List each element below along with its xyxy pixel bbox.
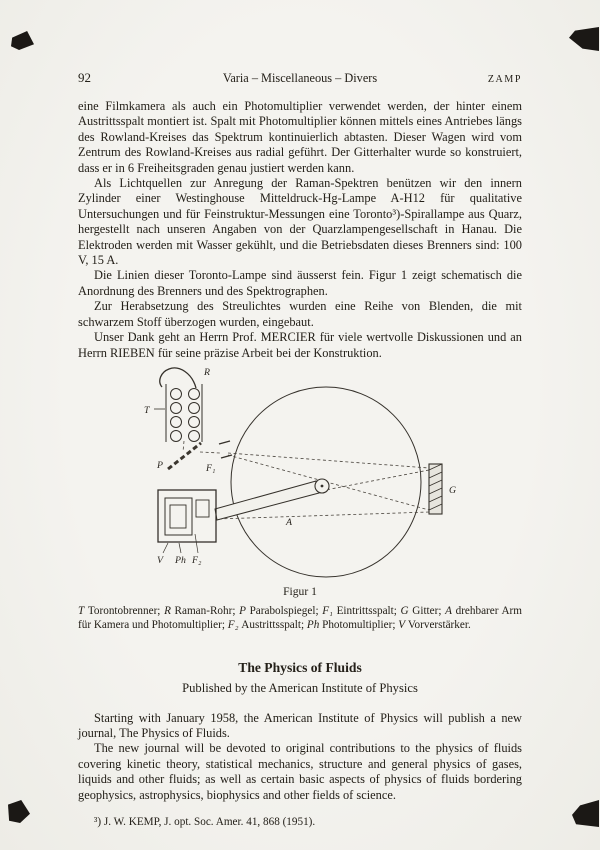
label-photomultiplier: Ph xyxy=(175,554,186,566)
footnote-kemp-reference: ³) J. W. KEMP, J. opt. Soc. Amer. 41, 868 (1951). xyxy=(94,815,316,828)
toronto-burner xyxy=(166,384,202,442)
arm-pivot xyxy=(315,479,329,493)
paragraph-acknowledgements: Unser Dank geht an Herrn Prof. MERCIER für viele wertvolle Diskussionen und an Herrn RIEBEN für seine präzise Arbeit bei der Konstruktion. xyxy=(78,330,522,360)
scan-artifact-bottom-left xyxy=(8,800,30,823)
journal-abbreviation: ZAMP xyxy=(487,74,522,85)
raman-tube xyxy=(160,368,196,388)
label-arm: A xyxy=(286,516,292,528)
paragraph-continuation: eine Filmkamera als auch ein Photomultiplier verwendet werden, der hinter einem Austrittsspalt montiert ist. Spalt mit Photomultiplier können mittels eines Antriebes längs des Rowland-Kreises das Spektrum kontinuierlich abtasten. Dieser Wagen wird vom Zentrum des Rowland-Kreises aus radial geführt. Der Gitterhalter wurde so konstruiert, dass er in 6 Freiheitsgraden genau justiert werden kann. xyxy=(78,99,522,175)
label-vorverstaerker: V xyxy=(157,554,163,566)
parabolic-mirror xyxy=(168,443,201,469)
paragraph-toronto-lines: Die Linien dieser Toronto-Lampe sind äusserst fein. Figur 1 zeigt schematisch die Anordnung des Brenners und des Spektrographen. xyxy=(78,268,522,298)
scan-artifact-top-left xyxy=(11,31,34,50)
announcement-paragraph-2: The new journal will be devoted to original contributions to the physics of fluids covering kinetic theory, statistical mechanics, structure and general physics of gases, liquids and other fluids; as well as certain basic aspects of physics of fluids bordering geophysics, astrophysics, biophysics and other fields of science. xyxy=(78,741,522,802)
running-title: Varia – Miscellaneous – Divers xyxy=(222,71,378,85)
entrance-slit xyxy=(219,441,232,458)
figure-legend: T Torontobrenner; R Raman-Rohr; P Parabolspiegel; F₁ Eintrittsspalt; G Gitter; A drehbarer Arm für Kamera und Photomultiplier; F₂ Austrittsspalt; Ph Photomultiplier; V Vorverstärker. xyxy=(78,604,522,631)
spectrograph-schematic xyxy=(78,364,522,582)
announcement-title: The Physics of Fluids xyxy=(238,659,362,675)
rotating-arm xyxy=(215,481,319,520)
label-raman-rohr: R xyxy=(204,366,210,378)
paragraph-light-sources: Als Lichtquellen zur Anregung der Raman-Spektren benützen wir den innern Zylinder einer Westinghouse Mitteldruck-Hg-Lampe A-H12 für qualitative Untersuchungen und für Feinstruktur-Messungen eine Toronto³)-Spirallampe aus Quarz, hergestellt nach unseren Angaben von der Quarzlampengesellschaft in Hanau. Die Elektroden werden mit Wasser gekühlt, und die Betriebsdaten dieses Brenners sind: 100 V, 15 A. xyxy=(78,176,522,268)
scan-artifact-top-right xyxy=(569,27,599,51)
page-number: 92 xyxy=(78,70,91,85)
figure-caption: Figur 1 xyxy=(283,584,317,598)
running-header xyxy=(78,70,522,86)
label-austrittsspalt: F₂ xyxy=(192,554,202,566)
label-gitter: G xyxy=(449,484,457,496)
paragraph-stray-light: Zur Herabsetzung des Streulichtes wurden eine Reihe von Blenden, die mit schwarzem Stoff überzogen wurden, eingebaut. xyxy=(78,299,522,329)
label-eintrittsspalt: F₁ xyxy=(206,462,216,474)
label-parabolspiegel: P xyxy=(157,459,163,471)
detector-housing xyxy=(158,490,216,553)
announcement-subtitle: Published by the American Institute of Physics xyxy=(182,680,418,695)
figure-1 xyxy=(78,364,522,633)
label-torontobrenner: T xyxy=(144,404,150,416)
scan-artifact-bottom-right xyxy=(572,800,599,827)
grating xyxy=(429,464,442,514)
announcement-paragraph-1: Starting with January 1958, the American Institute of Physics will publish a new journal, The Physics of Fluids. xyxy=(78,710,522,740)
